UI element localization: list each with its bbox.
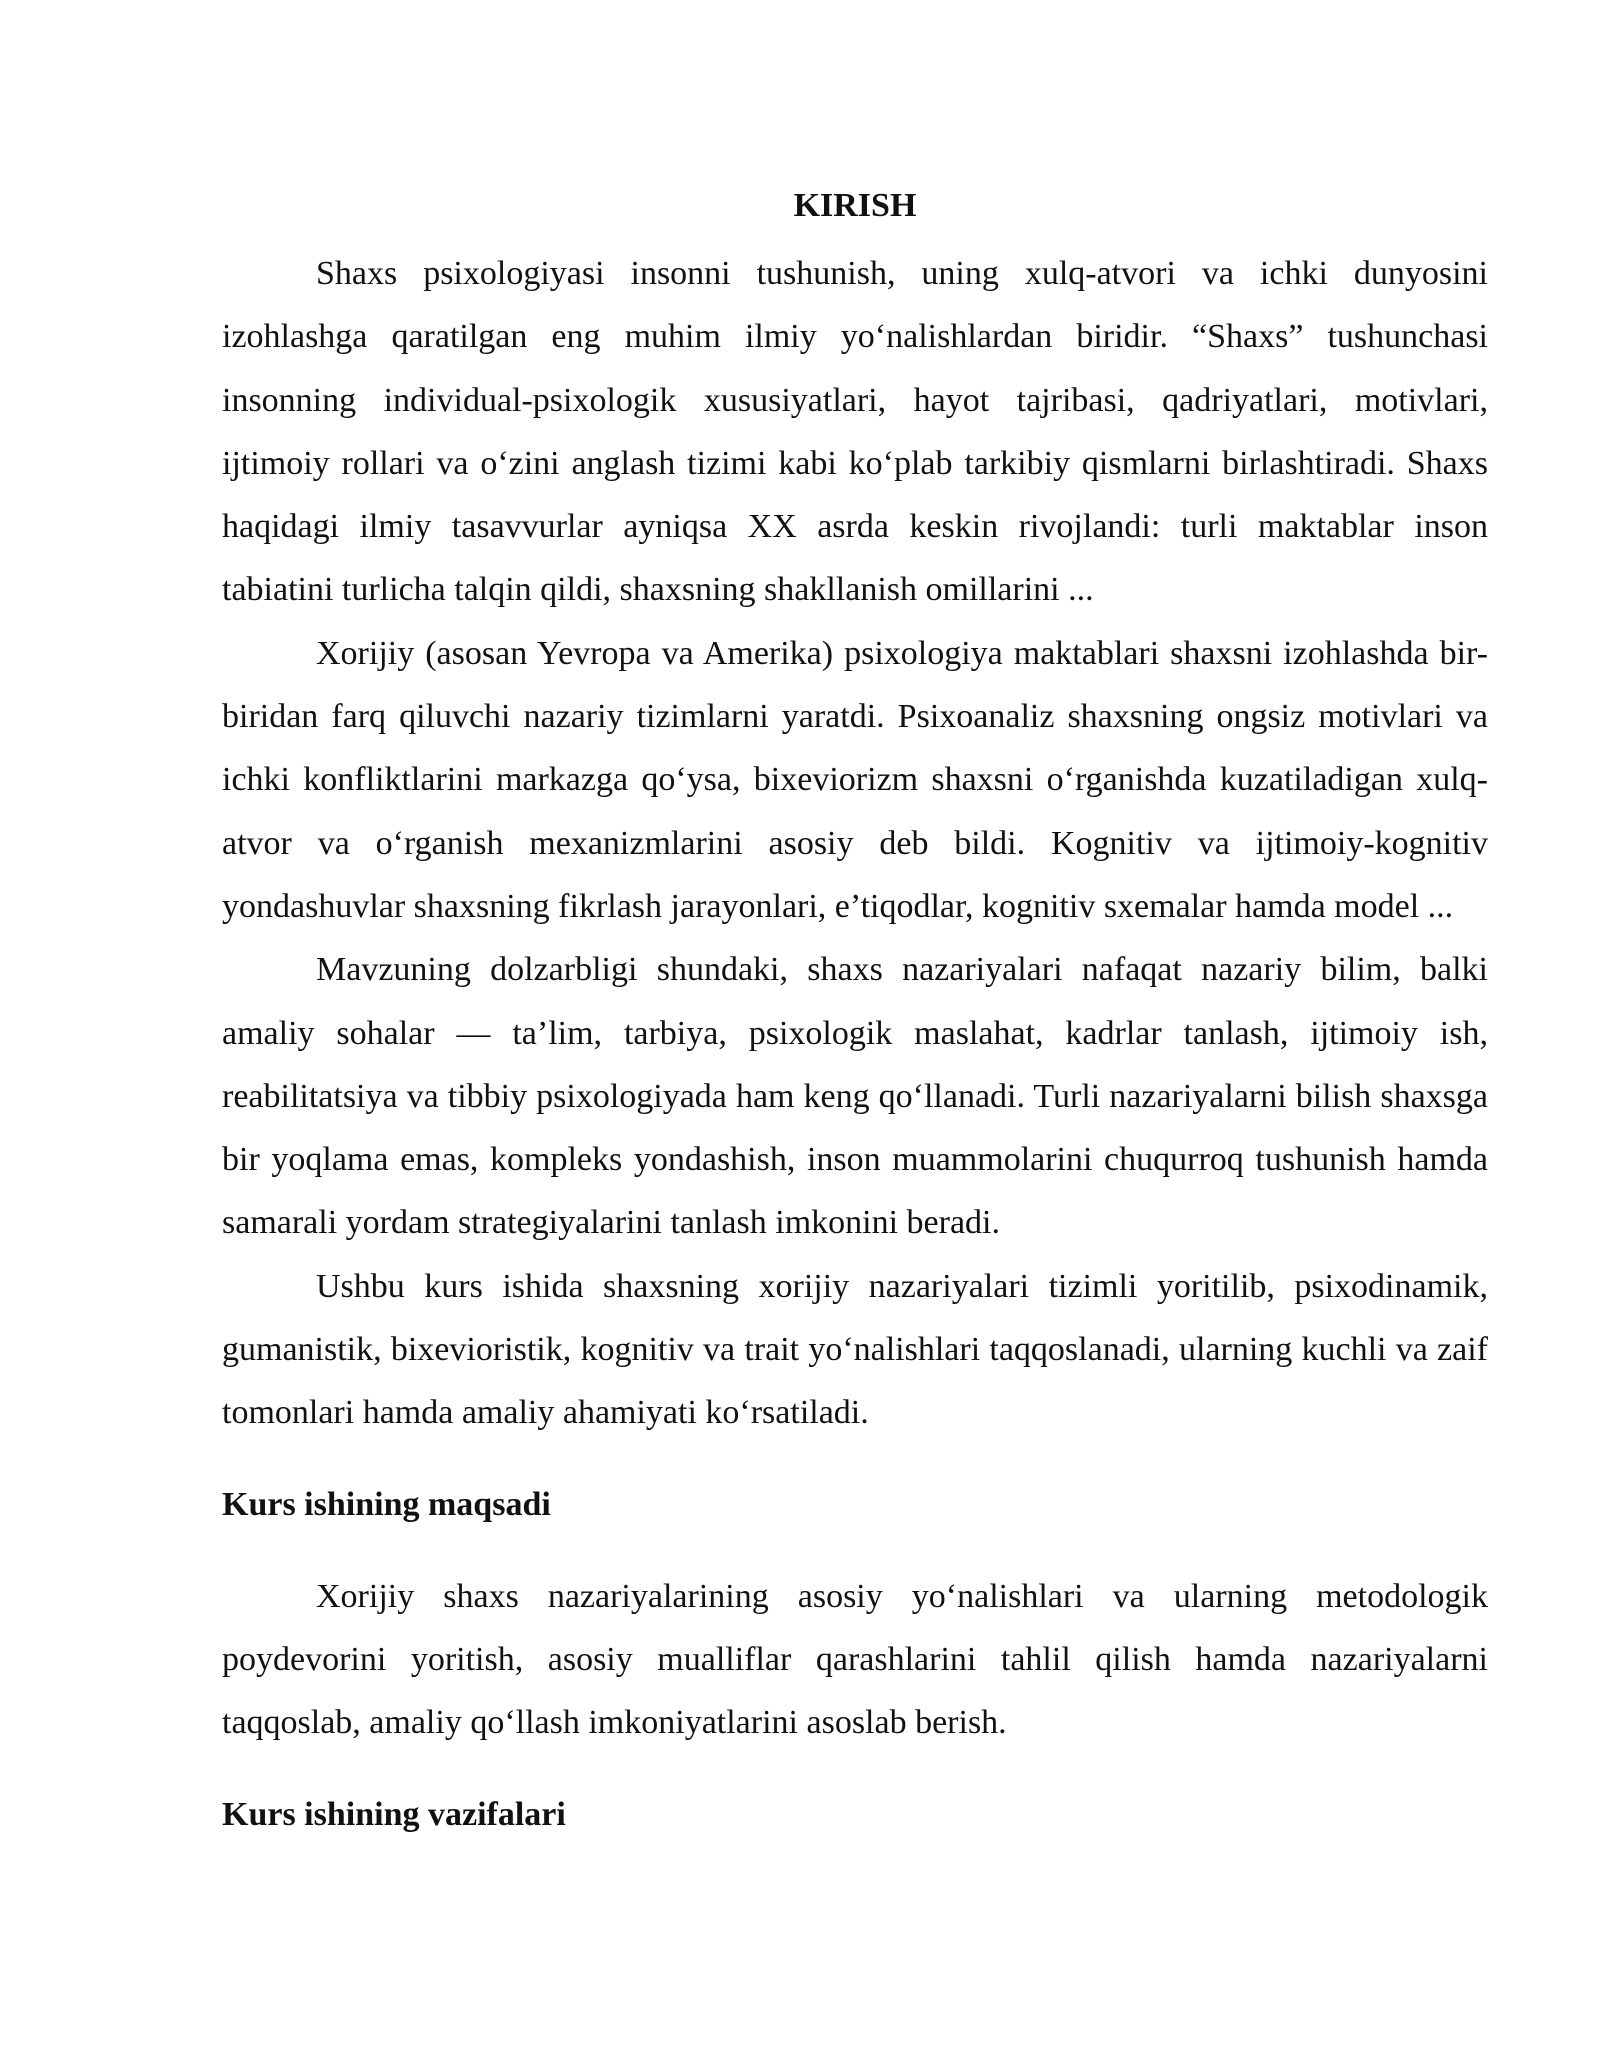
intro-paragraph-1: Shaxs psixologiyasi insonni tushunish, uning xulq-atvori va ichki dunyosini izohlashga qaratilgan eng muhim ilmiy yo‘nalishlardan biridir. “Shaxs” tushunchasi insonning individual-psixologik xususiyatlari, hayot tajribasi, qadriyatlari, motivlari, ijtimoiy rollari va o‘zini anglash tizimi kabi ko‘plab tarkibiy qismlarni birlashtiradi. Shaxs haqidagi ilmiy tasavvurlar ayniqsa XX asrda keskin rivojlandi: turli maktablar inson tabiatini turlicha talqin qildi, shaxsning shakllanish omillarini ... — [222, 255, 1488, 609]
intro-paragraph-3: Mavzuning dolzarbligi shundaki, shaxs nazariyalari nafaqat nazariy bilim, balki amaliy sohalar — ta’lim, tarbiya, psixologik maslahat, kadrlar tanlash, ijtimoiy ish, reabilitatsiya va tibbiy psixologiyada ham keng qo‘llanadi. Turli nazariyalarni bilish shaxsga bir yoqlama emas, kompleks yondashish, inson muammolarini chuqurroq tushunish hamda samarali yordam strategiyalarini tanlash imkonini beradi. — [222, 951, 1488, 1242]
intro-paragraph-2: Xorijiy (asosan Yevropa va Amerika) psixologiya maktablari shaxsni izohlashda bir-biridan farq qiluvchi nazariy tizimlarni yaratdi. Psixoanaliz shaxsning ongsiz motivlari va ichki konfliktlarini markazga qo‘ysa, bixeviorizm shaxsni o‘rganishda kuzatiladigan xulq-atvor va o‘rganish mexanizmlarini asosiy deb bildi. Kognitiv va ijtimoiy-kognitiv yondashuvlar shaxsning fikrlash jarayonlari, e’tiqodlar, kognitiv sxemalar hamda model ... — [222, 634, 1488, 925]
goal-heading: Kurs ishining maqsadi — [222, 1485, 551, 1523]
document-title: KIRISH — [793, 187, 917, 224]
intro-paragraph-4: Ushbu kurs ishida shaxsning xorijiy nazariyalari tizimli yoritilib, psixodinamik, gumanistik, bixevioristik, kognitiv va trait yo‘nalishlari taqqoslanadi, ularning kuchli va zaif tomonlari hamda amaliy ahamiyati ko‘rsatiladi. — [222, 1267, 1488, 1432]
document-page — [222, 186, 1488, 1835]
goal-paragraph: Xorijiy shaxs nazariyalarining asosiy yo‘nalishlari va ularning metodologik poydevorini yoritish, asosiy mualliflar qarashlarini tahlil qilish hamda nazariyalarni taqqoslab, amaliy qo‘llash imkoniyatlarini asoslab berish. — [222, 1577, 1488, 1742]
tasks-heading: Kurs ishining vazifalari — [222, 1795, 566, 1833]
